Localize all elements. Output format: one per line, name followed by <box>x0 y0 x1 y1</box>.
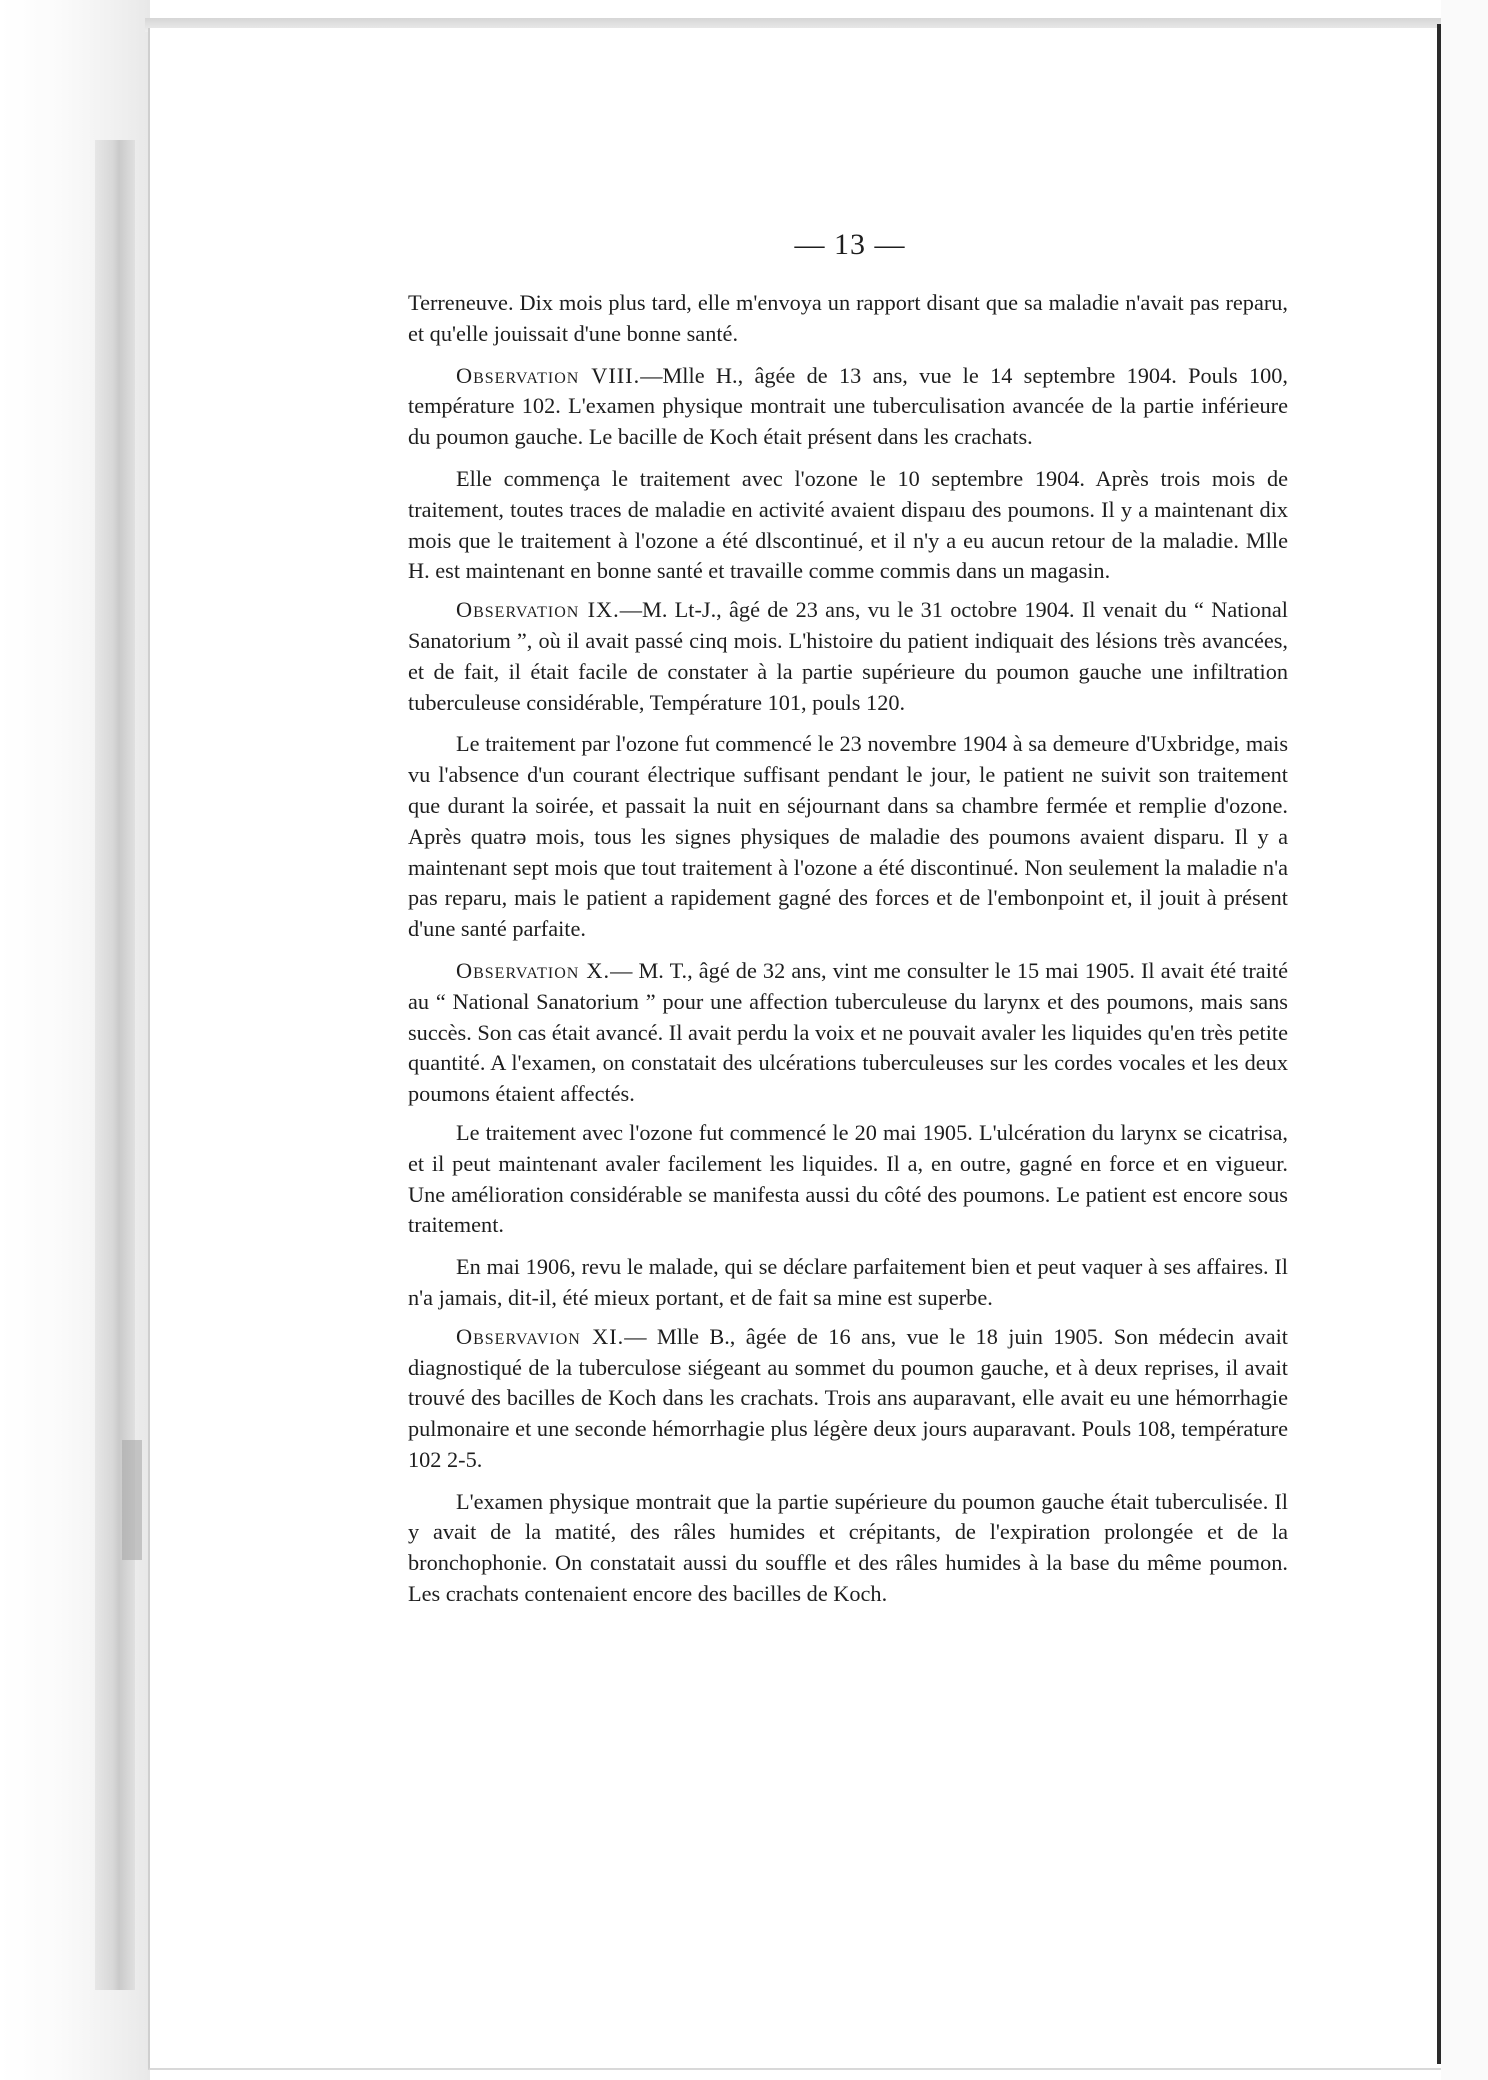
paragraph-text: — M. T., âgé de 32 ans, vint me consulter le 15 mai 1905. Il avait été traité au “ National Sanatorium ” pour une affection tuberculeuse du larynx et des poumons, mais sans succès. Son cas était avancé. Il avait perdu la voix et ne pouvait avaler les liquides qu'en très petite quantité. A l'examen, on constatait des ulcérations tuberculeuses sur les cordes vocales et les deux poumons étaient affectés. <box>408 957 1288 1107</box>
paragraph-text: Elle commença le traitement avec l'ozone le 10 septembre 1904. Après trois mois de traitement, toutes traces de maladie en activité avaient dispaıu des poumons. Il y a maintenant dix mois que le traitement à l'ozone a été dlscontinué, et il n'y a eu aucun retour de la maladie. Mlle H. est maintenant en bonne santé et travaille comme commis dans un magasin. <box>408 465 1288 584</box>
scan-right-margin <box>1441 0 1488 2080</box>
observation-heading: Observation VIII. <box>456 362 641 388</box>
paragraph-text: En mai 1906, revu le malade, qui se déclare parfaitement bien et peut vaquer à ses affaires. Il n'a jamais, dit-il, été mieux portant, et de fait sa mine est superbe. <box>408 1254 1288 1310</box>
paragraph-text: Le traitement avec l'ozone fut commencé le 20 mai 1905. L'ulcération du larynx se cicatrisa, et il peut maintenant avaler facilement les liquides. Il a, en outre, gagné en force et en vigueur. Une amélioration considérable se manifesta aussi du côté des poumons. Le patient est encore sous traitement. <box>408 1119 1288 1238</box>
paragraph-text: L'examen physique montrait que la partie supérieure du poumon gauche était tuberculisée. Il y avait de la matité, des râles humides et crépitants, de l'expiration prolongée et de la bronchophonie. On constatait aussi du souffle et des râles humides à la base du même poumon. Les crachats contenaient encore des bacilles de Koch. <box>408 1488 1288 1607</box>
paragraph-text: Le traitement par l'ozone fut commencé le 23 novembre 1904 à sa demeure d'Uxbridge, mais vu l'absence d'un courant électrique suffisant pendant le jour, le patient ne suivit son traitement que durant la soirée, et passait la nuit en séjournant dans sa chambre fermée et remplie d'ozone. Après quatrə mois, tous les signes physiques de maladie des poumons avaient disparu. Il y a maintenant sept mois que tout traitement à l'ozone a été discontinué. Non seulement la maladie n'a pas reparu, mais le patient a rapidement gagné des forces et de l'embonpoint et, il jouit à présent d'une santé parfaite. <box>408 731 1288 942</box>
page-body <box>408 288 1288 1610</box>
paragraph-treatment-viii <box>408 464 1288 587</box>
paragraph-continuation <box>408 288 1288 350</box>
paragraph-observation-x <box>408 956 1288 1110</box>
scan-page-tear <box>122 1440 142 1560</box>
observation-heading: Observation IX. <box>456 597 620 623</box>
paragraph-observation-xi <box>408 1322 1288 1476</box>
paragraph-exam-xi <box>408 1487 1288 1610</box>
paragraph-treatment-ix <box>408 729 1288 945</box>
paragraph-text: —M. Lt-J., âgé de 23 ans, vu le 31 octobre 1904. Il venait du “ National Sanatorium ”, où il avait passé cinq mois. L'histoire du patient indiquait des lésions très avancées, et de fait, il était facile de constater à la partie supérieure du poumon gauche une infiltration tuberculeuse considérable, Température 101, pouls 120. <box>408 597 1288 715</box>
paragraph-observation-viii <box>408 361 1288 453</box>
paragraph-treatment-x <box>408 1118 1288 1241</box>
paragraph-observation-ix <box>408 595 1288 718</box>
paragraph-text: —Mlle H., âgée de 13 ans, vue le 14 septembre 1904. Pouls 100, température 102. L'examen physique montrait une tuberculisation avancée de la partie inférieure du poumon gauche. Le bacille de Koch était présent dans les crachats. <box>408 362 1288 450</box>
paragraph-text: Terreneuve. Dix mois plus tard, elle m'envoya un rapport disant que sa maladie n'avait pas reparu, et qu'elle jouissait d'une bonne santé. <box>408 290 1288 346</box>
paragraph-text: — Mlle B., âgée de 16 ans, vue le 18 juin 1905. Son médecin avait diagnostiqué de la tuberculose siégeant au sommet du poumon gauche, et à deux reprises, il avait trouvé des bacilles de Koch dans les crachats. Trois ans auparavant, elle avait eu une hémorrhagie pulmonaire et une seconde hémorrhagie plus légère deux jours auparavant. Pouls 108, température 102 2-5. <box>408 1323 1288 1472</box>
paragraph-followup-x <box>408 1252 1288 1314</box>
scan-right-edge-line <box>1437 24 1441 2064</box>
page-number: — 13 — <box>794 228 906 261</box>
observation-heading: Observavion XI. <box>456 1323 625 1349</box>
observation-heading: Observation X. <box>456 957 611 983</box>
scan-binding-edge <box>95 140 135 1990</box>
